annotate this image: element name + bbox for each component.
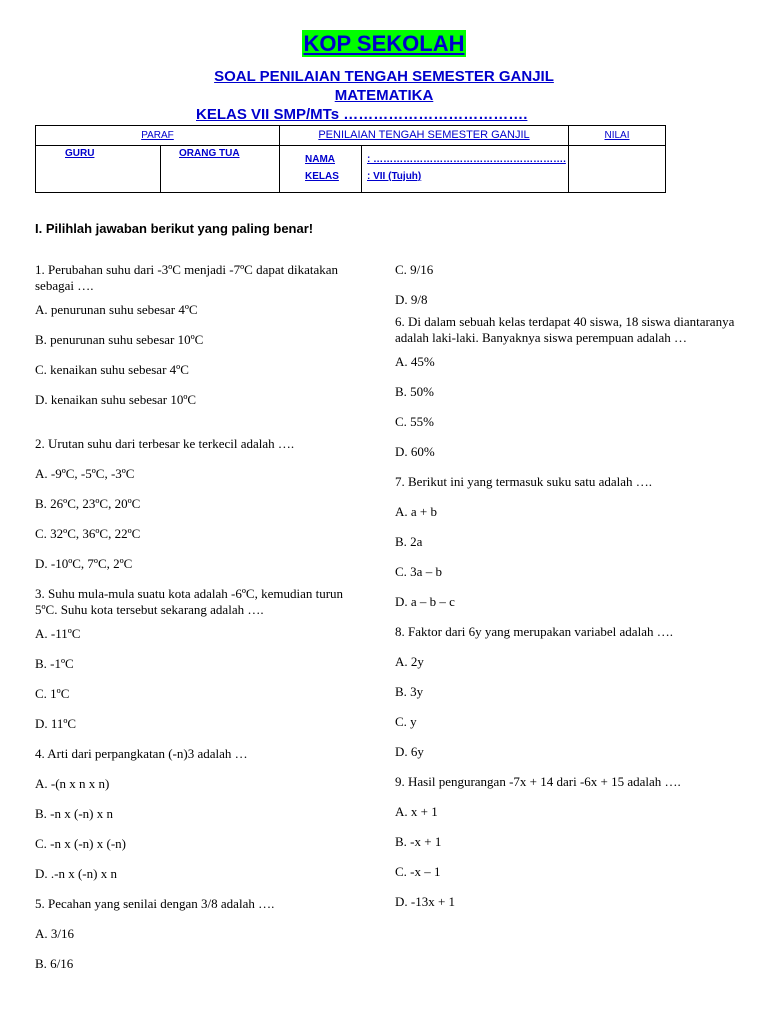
answer-option: B. 26ºC, 23ºC, 20ºC xyxy=(35,496,141,511)
answer-option: A. 45% xyxy=(395,354,435,369)
answer-option: C. 55% xyxy=(395,414,434,429)
answer-option: C. 3a – b xyxy=(395,564,442,579)
nilai-cell xyxy=(569,146,666,193)
answer-option: B. penurunan suhu sebesar 10ºC xyxy=(35,332,204,347)
kelas-label: KELAS xyxy=(305,171,339,182)
question-text: 3. Suhu mula-mula suatu kota adalah -6ºC, kemudian turun 5ºC. Suhu kota tersebut sekarang adalah …. xyxy=(35,586,344,617)
answer-option: C. y xyxy=(395,714,417,729)
answer-option: B. 2a xyxy=(395,534,423,549)
question-text: 2. Urutan suhu dari terbesar ke terkecil adalah …. xyxy=(35,436,295,451)
right-column xyxy=(395,262,740,910)
class-title: KELAS VII SMP/MTs ………………………………. xyxy=(196,106,528,123)
answer-option: A. 2y xyxy=(395,654,424,669)
kelas-value: : VII (Tujuh) xyxy=(367,171,422,182)
answer-option: D. 9/8 xyxy=(395,292,428,307)
answer-option: D. 11ºC xyxy=(35,716,77,731)
left-column xyxy=(35,262,365,972)
answer-option: C. 1ºC xyxy=(35,686,70,701)
answer-option: A. -(n x n x n) xyxy=(35,776,110,791)
answer-option: D. 60% xyxy=(395,444,435,459)
answer-option: A. a + b xyxy=(395,504,437,519)
value-cell xyxy=(362,146,569,193)
exam-title: SOAL PENILAIAN TENGAH SEMESTER GANJIL xyxy=(214,68,554,85)
answer-option: C. -n x (-n) x (-n) xyxy=(35,836,126,851)
answer-option: A. x + 1 xyxy=(395,804,438,819)
subject-title: MATEMATIKA xyxy=(334,87,434,104)
nama-field[interactable]: : …………………………………………………. xyxy=(367,154,566,165)
kop-sekolah: KOP SEKOLAH xyxy=(303,31,465,56)
header-table xyxy=(35,125,666,193)
answer-option: B. -x + 1 xyxy=(395,834,442,849)
question-text: 6. Di dalam sebuah kelas terdapat 40 siswa, 18 siswa diantaranya adalah laki-laki. Banyaknya siswa perempuan adalah … xyxy=(395,314,735,345)
answer-option: A. -9ºC, -5ºC, -3ºC xyxy=(35,466,135,481)
question-text: 7. Berikut ini yang termasuk suku satu adalah …. xyxy=(395,474,653,489)
question-text: 9. Hasil pengurangan -7x + 14 dari -6x + 15 adalah …. xyxy=(395,774,681,789)
section-title: I. Pilihlah jawaban berikut yang paling benar! xyxy=(35,221,314,236)
answer-option: B. -1ºC xyxy=(35,656,74,671)
label-cell xyxy=(280,146,362,193)
answer-option: A. -11ºC xyxy=(35,626,81,641)
answer-option: B. 50% xyxy=(395,384,434,399)
answer-option: D. kenaikan suhu sebesar 10ºC xyxy=(35,392,197,407)
nilai-header: NILAI xyxy=(569,126,666,146)
answer-option: C. 9/16 xyxy=(395,262,434,277)
answer-option: D. 6y xyxy=(395,744,424,759)
answer-option: D. -10ºC, 7ºC, 2ºC xyxy=(35,556,133,571)
kop-sekolah-banner xyxy=(0,30,768,57)
answer-option: B. 3y xyxy=(395,684,424,699)
answer-option: C. kenaikan suhu sebesar 4ºC xyxy=(35,362,189,377)
nama-label: NAMA xyxy=(305,154,335,165)
answer-option: D. -13x + 1 xyxy=(395,894,456,909)
answer-option: B. 6/16 xyxy=(35,956,74,971)
question-text: 8. Faktor dari 6y yang merupakan variabel adalah …. xyxy=(395,624,673,639)
orang-tua-cell: ORANG TUA xyxy=(161,146,280,193)
paraf-header: PARAF xyxy=(36,126,280,146)
question-text: 4. Arti dari perpangkatan (-n)3 adalah … xyxy=(35,746,248,761)
answer-option: C. 32ºC, 36ºC, 22ºC xyxy=(35,526,141,541)
pts-header: PENILAIAN TENGAH SEMESTER GANJIL xyxy=(280,126,569,146)
question-text: 5. Pecahan yang senilai dengan 3/8 adalah …. xyxy=(35,896,275,911)
answer-option: D. .-n x (-n) x n xyxy=(35,866,117,881)
answer-option: C. -x – 1 xyxy=(395,864,441,879)
guru-cell: GURU xyxy=(36,146,161,193)
answer-option: B. -n x (-n) x n xyxy=(35,806,113,821)
answer-option: A. 3/16 xyxy=(35,926,74,941)
answer-option: A. penurunan suhu sebesar 4ºC xyxy=(35,302,198,317)
answer-option: D. a – b – c xyxy=(395,594,455,609)
question-text: 1. Perubahan suhu dari -3ºC menjadi -7ºC dapat dikatakan sebagai …. xyxy=(35,262,339,293)
